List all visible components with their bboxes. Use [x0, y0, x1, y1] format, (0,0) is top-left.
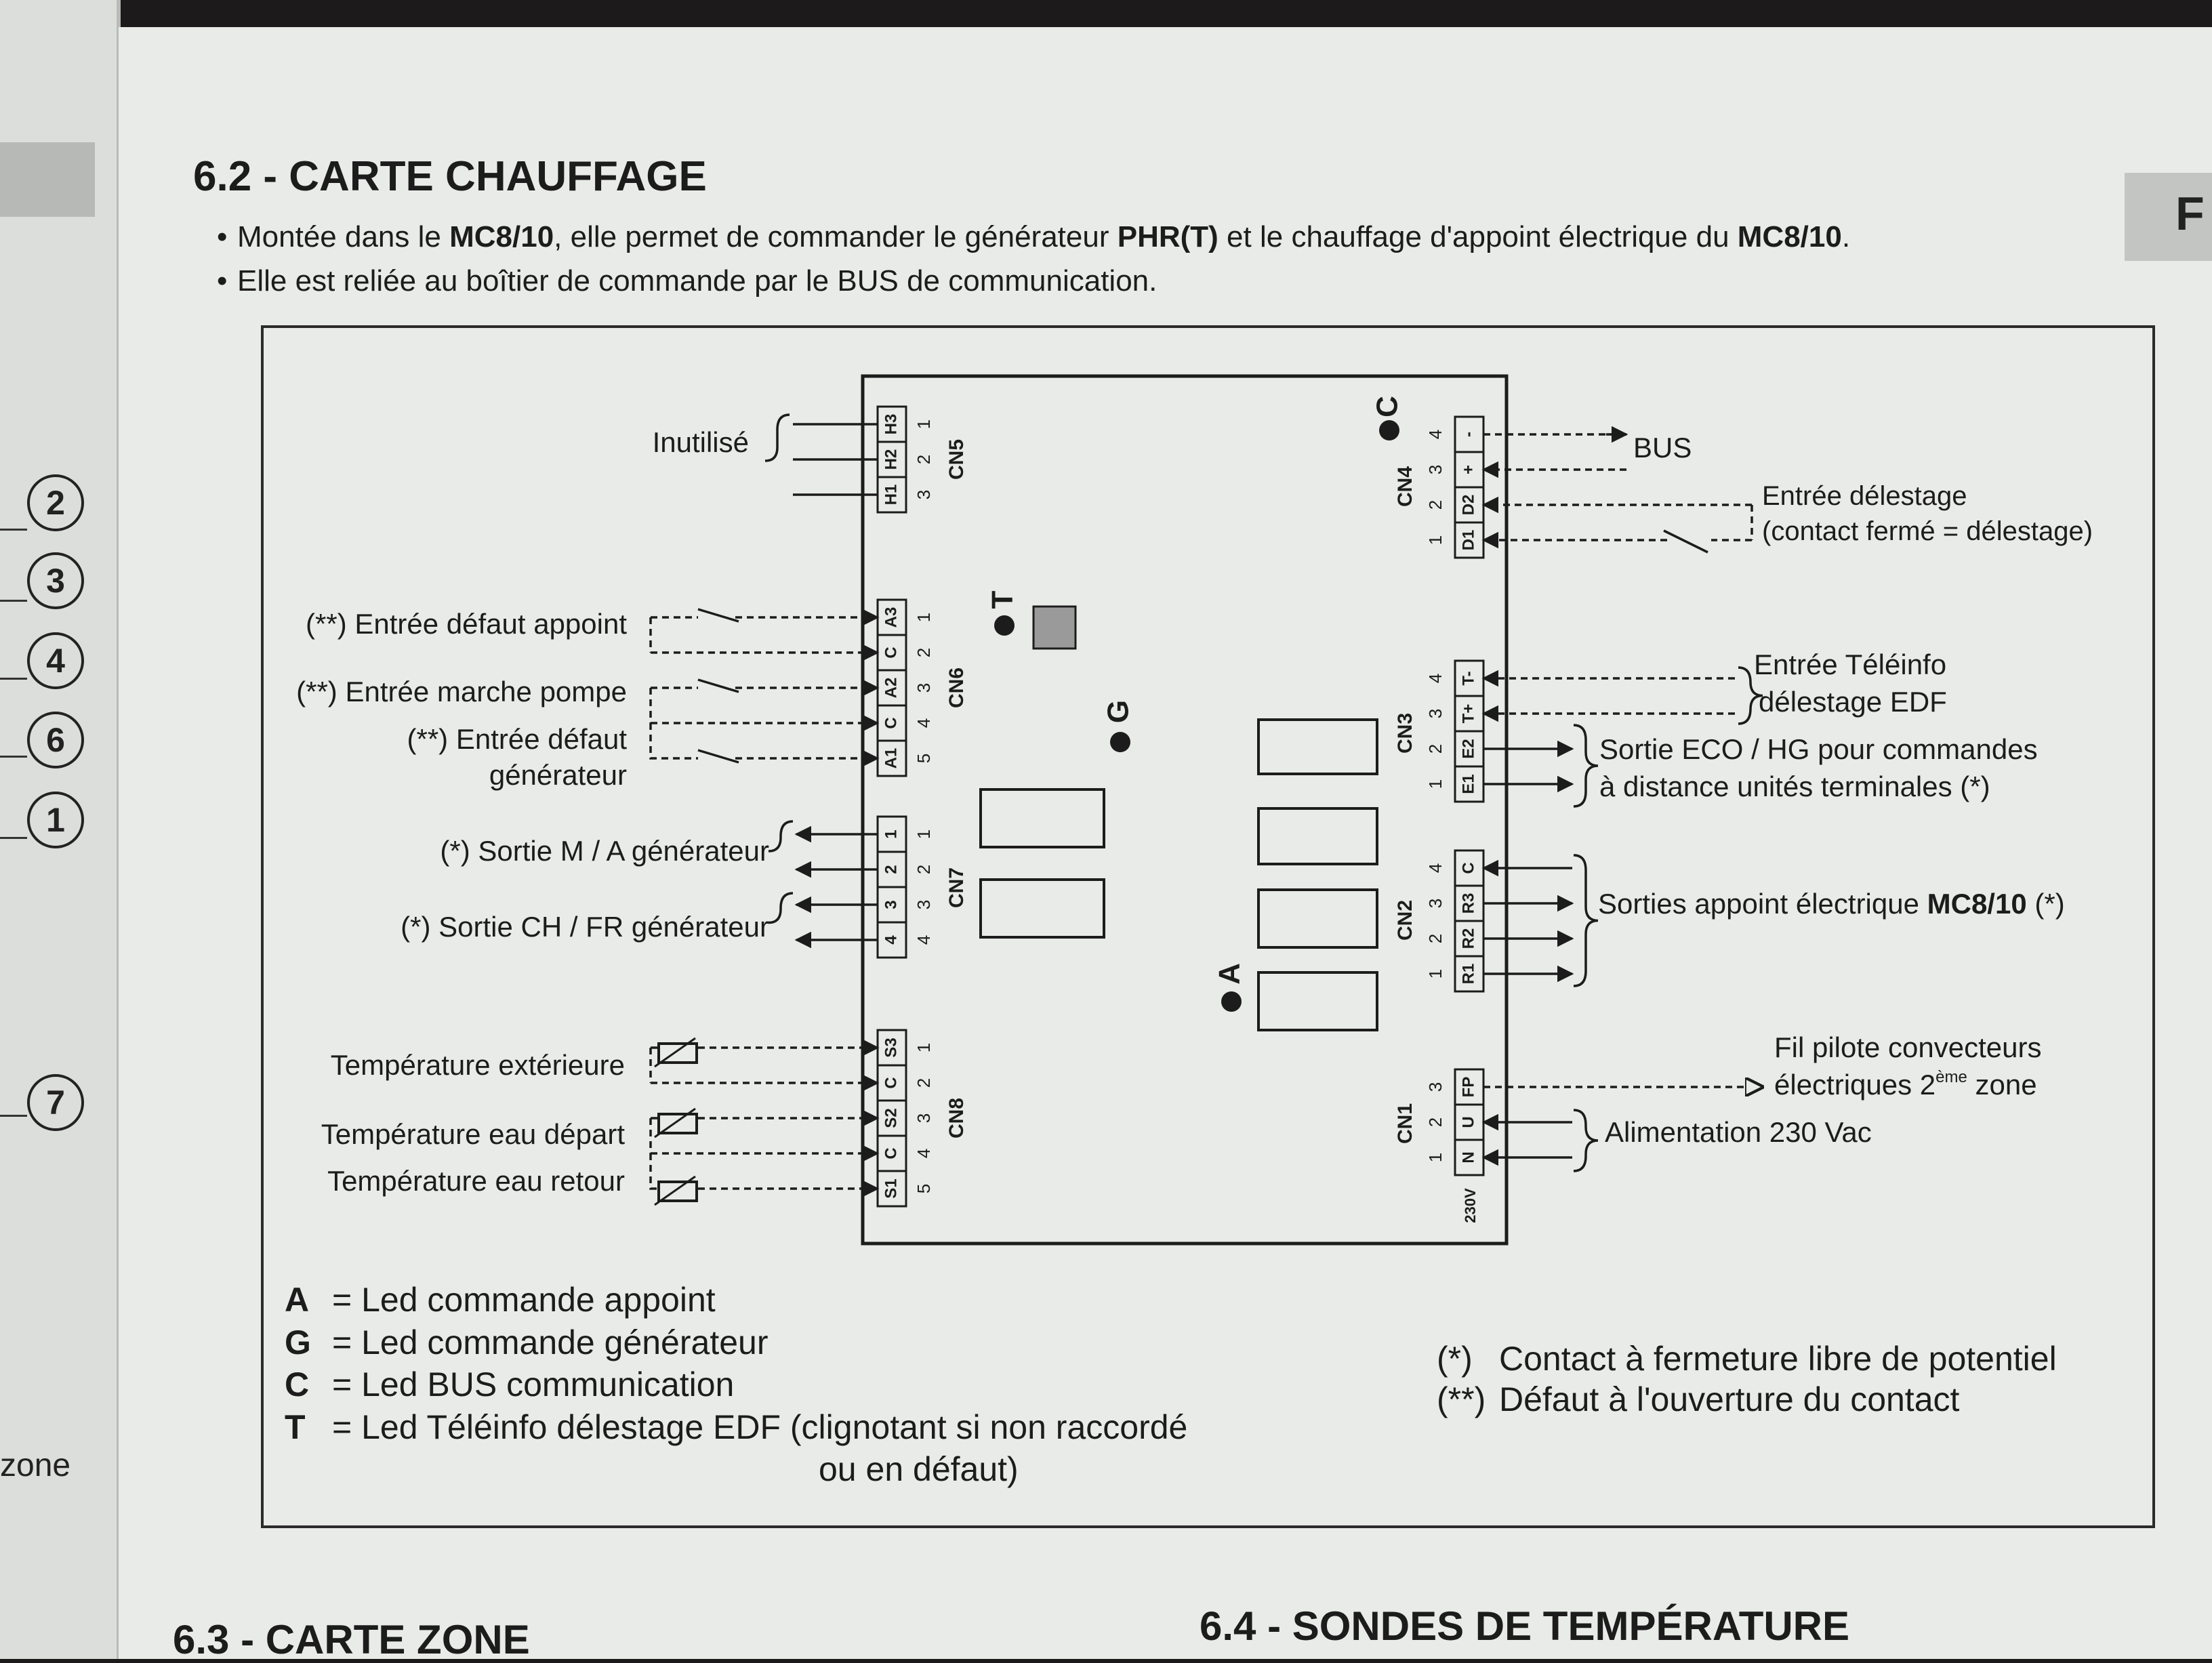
connector-pin-number: 2 [913, 1077, 934, 1088]
connector-pin-label: H1 [882, 484, 901, 506]
wire-marche-pompe [651, 688, 698, 723]
label-teleinfo-2: délestage EDF [1759, 686, 1947, 718]
brace-sortie-chfr [769, 893, 793, 923]
connector-pin-label: C [882, 1147, 901, 1159]
connector-pin-number: 3 [913, 682, 934, 693]
connector-pin-label: S1 [882, 1178, 901, 1199]
connector-pin-label: U [1459, 1116, 1478, 1128]
legend-text-a: = Led commande appoint [332, 1281, 716, 1319]
connector-pin-number: 1 [913, 419, 934, 430]
connector-pin-label: N [1459, 1151, 1478, 1164]
connector-pin-number: 3 [913, 1113, 934, 1124]
connector-pin-label: C [882, 1077, 901, 1089]
legend-key-t: T [285, 1408, 306, 1446]
connector-pin-label: S2 [882, 1108, 901, 1128]
connector-pin-number: 1 [1425, 535, 1446, 546]
label-sortie-chfr: (*) Sortie CH / FR générateur [401, 911, 769, 943]
connector-pin-number: 1 [1425, 779, 1446, 789]
connector-pin-label: - [1459, 432, 1478, 437]
connector-pin-label: D1 [1459, 529, 1478, 551]
connector-pin-number: 4 [913, 718, 934, 728]
label-entree-defaut-appoint: (**) Entrée défaut appoint [306, 608, 627, 640]
connector-pin-label: 4 [882, 935, 901, 945]
led-c-label: C [1370, 396, 1404, 417]
brace-sortie-ma [769, 821, 793, 851]
brace-appoint [1574, 855, 1598, 986]
callout-circle-1: 1 [27, 792, 84, 848]
legend-text-c: = Led BUS communication [332, 1366, 735, 1403]
led-g [1110, 732, 1130, 752]
connector-name: CN8 [945, 1097, 968, 1139]
connector-pin-number: 4 [913, 935, 934, 945]
connector-pin-number: 5 [913, 753, 934, 764]
connector-cn8 [878, 1030, 968, 1206]
note-key-1: (*) [1437, 1340, 1473, 1378]
connector-pin-label: D2 [1459, 494, 1478, 516]
connector-pin-number: 2 [913, 864, 934, 875]
label-delestage-2: (contact fermé = délestage) [1762, 516, 2093, 546]
callout-circle-4: 4 [27, 632, 84, 689]
callout-circle-7: 7 [27, 1074, 84, 1131]
legend-text-t-cont: ou en défaut) [819, 1450, 1019, 1488]
label-temp-ext: Température extérieure [330, 1049, 625, 1081]
connector-cn1 [1394, 1069, 1483, 1223]
note-key-2: (**) [1437, 1380, 1486, 1418]
label-entree-marche-pompe: (**) Entrée marche pompe [296, 676, 627, 707]
connector-pin-label: 2 [882, 865, 901, 874]
notes [1437, 1340, 2057, 1418]
note-text-2: Défaut à l'ouverture du contact [1499, 1380, 1960, 1418]
connector-voltage: 230V [1461, 1188, 1479, 1223]
label-temp-depart: Température eau départ [321, 1118, 625, 1150]
connector-pin-label: A3 [882, 607, 901, 628]
label-delestage-1: Entrée délestage [1762, 481, 1967, 511]
connector-pin-label: R2 [1459, 928, 1478, 949]
connector-pin-label: T+ [1459, 703, 1478, 724]
connector-pin-number: 3 [913, 489, 934, 500]
wire-defaut-generateur [651, 723, 698, 758]
relay [1258, 890, 1377, 947]
connector-pin-label: R3 [1459, 892, 1478, 914]
brace-alimentation [1574, 1110, 1598, 1171]
callout-circle-2: 2 [27, 474, 84, 531]
connector-pin-label: E2 [1459, 739, 1478, 759]
legend-text-g: = Led commande générateur [332, 1323, 769, 1361]
legend [285, 1281, 1187, 1488]
relay-group [981, 720, 1377, 1030]
brace-inutilise [765, 415, 790, 461]
connector-pin-number: 1 [913, 829, 934, 840]
bullet-1-text: et le chauffage d'appoint électrique du [1218, 220, 1738, 253]
label-bus: BUS [1633, 432, 1692, 464]
left-page-zone-text: zone [0, 1448, 71, 1483]
connector-cn6 [878, 600, 968, 776]
connector-pin-number: 4 [1425, 429, 1446, 440]
label-alimentation: Alimentation 230 Vac [1605, 1116, 1872, 1148]
legend-key-g: G [285, 1323, 311, 1361]
connector-pin-label: A1 [882, 747, 901, 769]
legend-text-t: = Led Téléinfo délestage EDF (clignotant si non raccordé [332, 1408, 1188, 1446]
connector-pin-label: H3 [882, 413, 901, 435]
led-g-label: G [1101, 699, 1135, 724]
connector-pin-number: 3 [913, 899, 934, 910]
connector-pin-label: C [882, 646, 901, 659]
connector-name: CN3 [1393, 712, 1416, 754]
connector-pin-number: 3 [1425, 1082, 1446, 1092]
relay [1258, 720, 1377, 774]
connector-layer [878, 407, 1483, 1223]
connector-name: CN2 [1393, 899, 1416, 941]
legend-key-a: A [285, 1281, 310, 1319]
next-section-title-right: 6.4 - SONDES DE TEMPÉRATURE [1200, 1603, 1850, 1649]
relay [981, 789, 1104, 847]
connector-pin-number: 1 [1425, 968, 1446, 979]
connector-pin-number: 1 [1425, 1152, 1446, 1163]
label-fil-pilote-1: Fil pilote convecteurs [1774, 1031, 2042, 1063]
label-inutilise: Inutilisé [652, 426, 749, 458]
connector-pin-number: 3 [1425, 708, 1446, 719]
connector-pin-number: 2 [913, 454, 934, 465]
label-fil-pilote-sup: ème [1936, 1068, 1967, 1086]
led-t [994, 615, 1015, 636]
bullet-2: • Elle est reliée au boîtier de commande par le BUS de communication. [237, 264, 1157, 298]
connector-pin-label: C [1459, 862, 1478, 874]
connector-name: CN7 [945, 867, 968, 909]
label-appoint [1598, 888, 2065, 920]
label-sortie-ma: (*) Sortie M / A générateur [440, 835, 769, 867]
connector-pin-label: C [882, 717, 901, 729]
connector-pin-label: 1 [882, 829, 901, 839]
connector-pin-number: 2 [913, 647, 934, 658]
label-appoint-text: (*) [2026, 888, 2065, 920]
connector-pin-number: 5 [913, 1183, 934, 1194]
label-appoint-text: Sorties appoint électrique [1598, 888, 1927, 920]
connector-name: CN5 [945, 438, 968, 480]
bullet-1-bold: PHR(T) [1117, 220, 1218, 253]
relay [1258, 972, 1377, 1030]
connector-cn3 [1394, 661, 1483, 802]
note-text-1: Contact à fermeture libre de potentiel [1499, 1340, 2057, 1378]
label-fil-pilote-text: électriques 2 [1774, 1069, 1936, 1101]
brace-eco [1574, 725, 1598, 806]
switch-marche-pompe [698, 680, 739, 692]
connector-pin-number: 4 [1425, 673, 1446, 684]
led-t-label: T [985, 590, 1019, 609]
connector-pin-label: FP [1459, 1076, 1478, 1098]
connector-pin-number: 3 [1425, 898, 1446, 909]
connector-pin-number: 2 [1425, 743, 1446, 754]
connector-name: CN4 [1393, 466, 1416, 508]
connector-name: CN6 [945, 667, 968, 709]
teleinfo-square [1033, 607, 1076, 649]
bullet-1-bold: MC8/10 [449, 220, 554, 253]
bullet-1-text: . [1841, 220, 1851, 253]
switch-defaut-appoint [698, 609, 739, 621]
relay [981, 880, 1104, 937]
connector-pin-number: 1 [913, 1042, 934, 1053]
label-entree-defaut-gen-2: générateur [489, 759, 627, 791]
connector-pin-label: 3 [882, 900, 901, 909]
bullet-1-text: Montée dans le [237, 220, 450, 253]
connector-name: CN1 [1393, 1103, 1416, 1145]
connector-pin-number: 1 [913, 612, 934, 623]
switch-delestage [1664, 531, 1708, 552]
label-fil-pilote-text: zone [1967, 1069, 2037, 1101]
section-title: 6.2 - CARTE CHAUFFAGE [193, 153, 707, 200]
connector-pin-number: 4 [913, 1148, 934, 1159]
connector-pin-number: 2 [1425, 1117, 1446, 1128]
label-temp-retour: Température eau retour [327, 1165, 625, 1197]
connector-pin-number: 4 [1425, 863, 1446, 874]
connector-pin-label: E1 [1459, 774, 1478, 794]
label-eco-1: Sortie ECO / HG pour commandes [1599, 733, 2038, 765]
callout-circle-3: 3 [27, 552, 84, 609]
label-teleinfo-1: Entrée Téléinfo [1754, 649, 1947, 680]
connector-pin-label: A2 [882, 677, 901, 699]
callout-circle-6: 6 [27, 712, 84, 768]
connector-pin-label: S3 [882, 1038, 901, 1058]
label-appoint-bold: MC8/10 [1927, 888, 2027, 920]
connector-pin-label: R1 [1459, 963, 1478, 985]
connector-pin-label: T- [1459, 671, 1478, 686]
connector-pin-number: 3 [1425, 464, 1446, 475]
switch-defaut-generateur [698, 750, 739, 762]
wire-layer [651, 415, 1763, 1205]
led-a-label: A [1212, 963, 1246, 985]
connector-cn5 [878, 407, 968, 512]
connector-cn7 [878, 817, 968, 958]
led-c [1379, 420, 1399, 440]
connector-pin-label: H2 [882, 449, 901, 470]
label-fil-pilote-2 [1774, 1068, 2037, 1101]
connector-pin-number: 2 [1425, 499, 1446, 510]
section-tab-letter: F [2175, 187, 2205, 240]
relay [1258, 808, 1377, 864]
label-eco-2: à distance unités terminales (*) [1599, 771, 1990, 802]
connector-cn2 [1394, 850, 1483, 991]
connector-pin-label: + [1459, 464, 1478, 475]
next-section-title-left: 6.3 - CARTE ZONE [173, 1617, 530, 1662]
legend-key-c: C [285, 1366, 310, 1403]
connector-pin-number: 2 [1425, 933, 1446, 944]
led-a [1221, 991, 1242, 1012]
bullet-1-bold: MC8/10 [1737, 220, 1842, 253]
label-entree-defaut-gen-1: (**) Entrée défaut [407, 723, 627, 755]
connector-cn4 [1394, 417, 1483, 558]
bullet-1-text: , elle permet de commander le générateur [554, 220, 1118, 253]
